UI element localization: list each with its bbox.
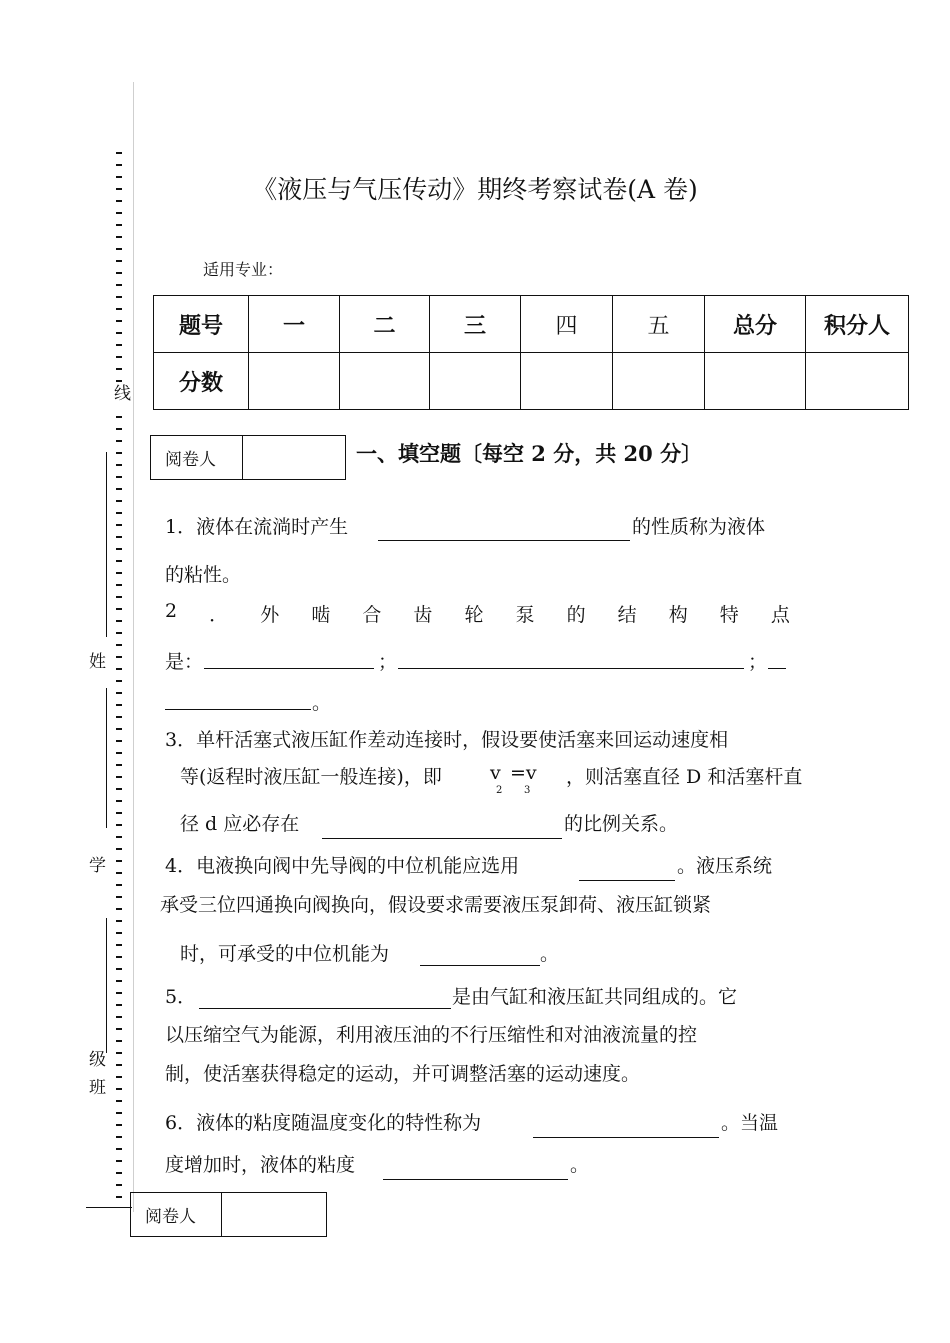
q2-char: 轮 — [464, 604, 484, 626]
q4-line1a: 4．电液换向阀中先导阀的中位机能应选用 — [165, 855, 520, 877]
q2-char: 特 — [719, 604, 739, 626]
score-cell-scorer[interactable] — [806, 353, 909, 410]
binding-dash — [116, 680, 122, 682]
binding-dash — [116, 1160, 122, 1162]
binding-dash — [116, 368, 122, 370]
binding-dash — [116, 284, 122, 286]
q5-number: 5． — [165, 986, 197, 1008]
q3-line2a: 等(返程时液压缸一般连接)，即 — [180, 766, 442, 788]
binding-dash — [116, 1016, 122, 1018]
header-cell-5: 五 — [613, 296, 705, 353]
binding-dash — [116, 980, 122, 982]
binding-dash — [116, 1076, 122, 1078]
binding-dash — [116, 380, 122, 382]
binding-dash — [116, 704, 122, 706]
binding-dash — [116, 320, 122, 322]
binding-dash — [116, 1172, 122, 1174]
binding-dash — [116, 212, 122, 214]
header-cell-4: 四 — [521, 296, 613, 353]
binding-dash — [116, 632, 122, 634]
binding-dash — [116, 488, 122, 490]
q1-blank[interactable] — [378, 540, 630, 541]
class-label-2: 班 — [89, 1078, 106, 1098]
q5-line2: 以压缩空气为能源，利用液压油的不行压缩性和对油液流量的控 — [165, 1024, 698, 1046]
binding-dash — [116, 944, 122, 946]
q2-char: 的 — [566, 604, 586, 626]
binding-dash — [116, 656, 122, 658]
binding-dash — [116, 476, 122, 478]
q6-line1b: 。当温 — [721, 1112, 779, 1134]
q3-blank[interactable] — [322, 838, 562, 839]
binding-dash — [116, 452, 122, 454]
binding-dash — [116, 1100, 122, 1102]
reviewer-box-section2 — [130, 1192, 327, 1237]
binding-dash — [116, 836, 122, 838]
q2-char: 合 — [362, 604, 382, 626]
binding-dash — [116, 848, 122, 850]
binding-dash — [116, 896, 122, 898]
q5-line1b: 是由气缸和液压缸共同组成的。它 — [452, 986, 738, 1008]
binding-dash — [116, 644, 122, 646]
score-table — [153, 295, 909, 410]
q4-blank-1[interactable] — [579, 880, 675, 881]
header-cell-2: 二 — [340, 296, 430, 353]
score-table-score-row — [154, 353, 909, 410]
id-field-line — [106, 688, 107, 828]
binding-dash — [116, 344, 122, 346]
q2-char: 啮 — [311, 604, 331, 626]
q2-line2-prefix: 是： — [165, 651, 204, 673]
score-cell-5[interactable] — [613, 353, 705, 410]
q5-line3: 制，使活塞获得稳定的运动，并可调整活塞的运动速度。 — [165, 1063, 641, 1085]
reviewer-label-2: 阅卷人 — [131, 1193, 222, 1236]
binding-dash — [116, 1052, 122, 1054]
q2-blank-3-end[interactable] — [165, 709, 311, 710]
binding-dash — [116, 152, 122, 154]
q6-line2b: 。 — [570, 1154, 590, 1176]
binding-dash — [116, 752, 122, 754]
binding-dash — [116, 800, 122, 802]
reviewer-label: 阅卷人 — [151, 436, 243, 479]
binding-dash — [116, 608, 122, 610]
binding-dash — [116, 1004, 122, 1006]
binding-dash — [116, 464, 122, 466]
class-field-line — [106, 918, 107, 1053]
q3-equals-v3: =v — [510, 762, 537, 784]
binding-dash — [116, 1112, 122, 1114]
binding-dash — [116, 296, 122, 298]
binding-dash — [116, 620, 122, 622]
binding-dash — [116, 260, 122, 262]
page-title: 《液压与气压传动》期终考察试卷(A 卷) — [252, 175, 698, 204]
header-cell-3: 三 — [430, 296, 521, 353]
q3-v2: v — [490, 762, 501, 784]
q5-blank[interactable] — [199, 1008, 451, 1009]
q2-blank-3-start[interactable] — [768, 668, 786, 669]
q4-line2: 承受三位四通换向阀换向，假设要求需要液压泵卸荷、液压缸锁紧 — [160, 894, 712, 916]
binding-dash — [116, 908, 122, 910]
binding-dash — [116, 584, 122, 586]
q2-blank-1[interactable] — [204, 668, 374, 669]
score-cell-4[interactable] — [521, 353, 613, 410]
header-cell-1: 一 — [249, 296, 340, 353]
q2-end: 。 — [312, 692, 332, 714]
header-cell-scorer: 积分人 — [806, 296, 909, 353]
q2-char: 外 — [260, 604, 280, 626]
q6-blank-2[interactable] — [383, 1179, 568, 1180]
q4-line1b: 。液压系统 — [677, 855, 773, 877]
binding-dash — [116, 824, 122, 826]
binding-dash — [116, 1040, 122, 1042]
q2-separator-2: ； — [748, 651, 768, 673]
q2-line1 — [165, 600, 790, 627]
q1-suffix: 的性质称为液体 — [632, 516, 766, 538]
binding-dash — [116, 332, 122, 334]
binding-dash — [116, 728, 122, 730]
score-cell-3[interactable] — [430, 353, 521, 410]
q2-blank-2[interactable] — [398, 668, 744, 669]
q2-separator-1: ； — [378, 651, 398, 673]
reviewer-box-section1 — [150, 435, 346, 480]
q2-char: 点 — [770, 604, 790, 626]
q2-char: ． — [209, 604, 229, 626]
binding-dash — [116, 920, 122, 922]
q3-line1: 3．单杆活塞式液压缸作差动连接时，假设要使活塞来回运动速度相 — [165, 729, 729, 751]
binding-dash — [116, 524, 122, 526]
q3-subscript-2: 2 — [496, 785, 503, 796]
binding-dash — [116, 1184, 122, 1186]
binding-dash — [116, 512, 122, 514]
binding-dash — [116, 764, 122, 766]
score-row-label: 分数 — [154, 353, 249, 410]
binding-dash — [116, 692, 122, 694]
binding-dash — [116, 788, 122, 790]
binding-dash — [116, 1028, 122, 1030]
score-cell-total[interactable] — [705, 353, 806, 410]
class-label-1: 级 — [89, 1050, 106, 1070]
reviewer-signature-cell[interactable] — [243, 436, 345, 479]
name-field-line — [106, 452, 107, 637]
binding-line-label: 线 — [114, 384, 131, 404]
binding-dash — [116, 1136, 122, 1138]
binding-dash — [116, 272, 122, 274]
binding-dash — [116, 536, 122, 538]
binding-dash — [116, 812, 122, 814]
binding-dash — [116, 560, 122, 562]
q3-line2b: ，则活塞直径 D 和活塞杆直 — [566, 766, 803, 788]
section1-title: 一、填空题〔每空 2 分，共 20 分〕 — [356, 441, 703, 466]
student-id-label: 学 — [89, 856, 106, 876]
q4-line3b: 。 — [540, 943, 560, 965]
q2-char: 齿 — [413, 604, 433, 626]
binding-dash — [116, 740, 122, 742]
q3-line3a: 径 d 应必存在 — [180, 813, 300, 835]
binding-dash — [116, 1148, 122, 1150]
binding-dash — [116, 1196, 122, 1198]
score-cell-2[interactable] — [340, 353, 430, 410]
binding-dash — [116, 932, 122, 934]
q2-char: 结 — [617, 604, 637, 626]
binding-dash — [116, 164, 122, 166]
reviewer-signature-cell-2[interactable] — [222, 1193, 326, 1236]
binding-dash — [116, 236, 122, 238]
name-label: 姓 — [89, 652, 106, 672]
major-label: 适用专业： — [203, 260, 284, 279]
binding-dash — [116, 440, 122, 442]
binding-dash — [116, 248, 122, 250]
q6-line1a: 6．液体的粘度随温度变化的特性称为 — [165, 1112, 482, 1134]
q1-continuation: 的粘性。 — [165, 564, 242, 586]
binding-dash — [116, 308, 122, 310]
q2-char: 2 — [165, 600, 178, 622]
binding-dash — [116, 1088, 122, 1090]
binding-dash — [116, 356, 122, 358]
binding-dash — [116, 596, 122, 598]
binding-dash — [116, 884, 122, 886]
binding-dash — [116, 776, 122, 778]
binding-dash — [116, 1064, 122, 1066]
binding-dash — [116, 416, 122, 418]
q2-char: 构 — [668, 604, 688, 626]
binding-dash — [116, 1124, 122, 1126]
q4-line3a: 时，可承受的中位机能为 — [180, 943, 390, 965]
q3-subscript-3: 3 — [524, 785, 531, 796]
header-cell-total: 总分 — [705, 296, 806, 353]
binding-dash — [116, 500, 122, 502]
binding-dash — [116, 956, 122, 958]
score-cell-1[interactable] — [249, 353, 340, 410]
binding-dash — [116, 992, 122, 994]
q2-char: 泵 — [515, 604, 535, 626]
header-cell-question-no: 题号 — [154, 296, 249, 353]
score-table-header-row — [154, 296, 909, 353]
q6-blank-1[interactable] — [533, 1137, 719, 1138]
q4-blank-2[interactable] — [420, 965, 540, 966]
q1-prefix: 1．液体在流淌时产生 — [165, 516, 349, 538]
binding-dash — [116, 548, 122, 550]
margin-bottom-tick — [86, 1207, 132, 1208]
binding-dash — [116, 572, 122, 574]
binding-dash — [116, 860, 122, 862]
binding-dash — [116, 872, 122, 874]
binding-margin-line — [133, 82, 134, 1212]
binding-dash — [116, 668, 122, 670]
binding-dash — [116, 968, 122, 970]
binding-dash — [116, 224, 122, 226]
q6-line2a: 度增加时，液体的粘度 — [165, 1154, 356, 1176]
binding-dash — [116, 428, 122, 430]
binding-dash — [116, 716, 122, 718]
q3-line3b: 的比例关系。 — [564, 813, 679, 835]
